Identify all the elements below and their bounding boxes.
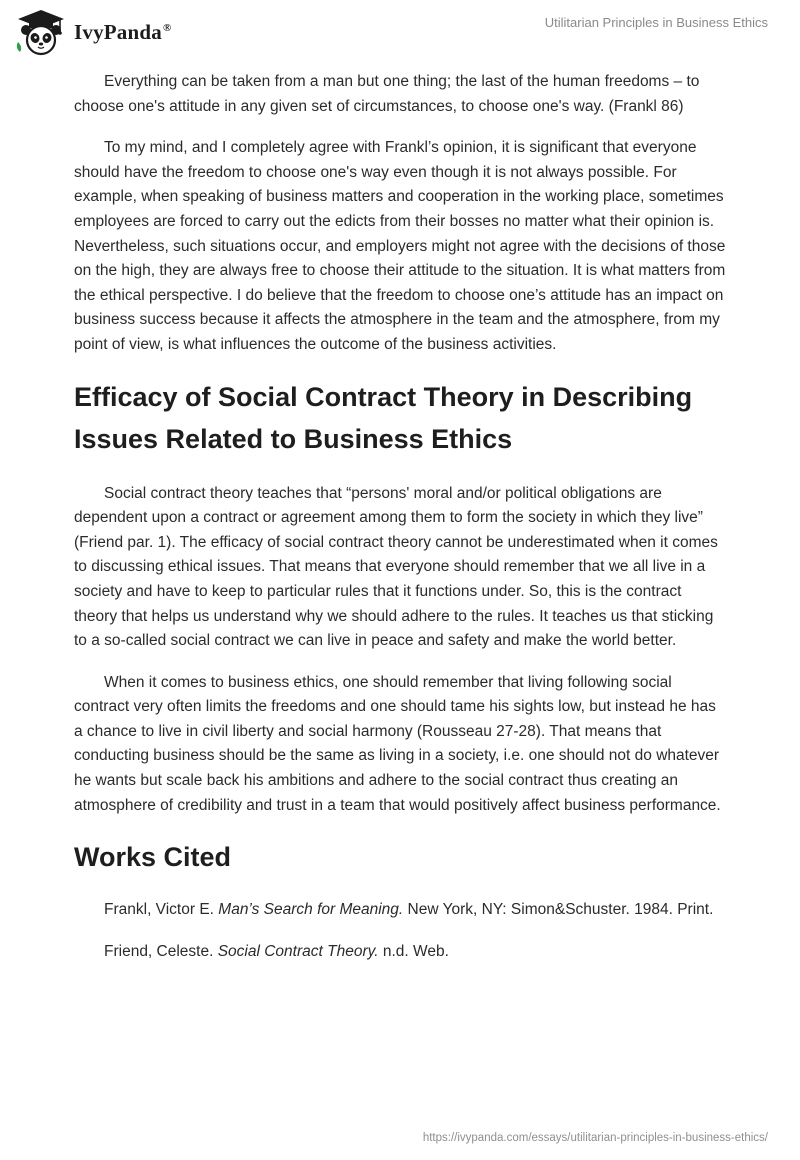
reference-entry: Friend, Celeste. Social Contract Theory. n.d. Web. <box>104 942 449 960</box>
body-paragraph: When it comes to business ethics, one should remember that living following social contract very often limits the freedoms and one should tame his sights low, but instead he has a chance to live in civil liberty and social harmony (Rousseau 27-28). That means that conducting business should be the same as living in a society, i.e. one should not do whatever he wants but scale back his ambitions and adhere to the social contract thus creating an atmosphere of credibility and trust in a team that would positively affect business performance. <box>74 673 721 814</box>
essay-content <box>74 70 726 981</box>
page-header <box>0 0 800 64</box>
document-title: Utilitarian Principles in Business Ethics <box>544 15 768 30</box>
reference-title: Man’s Search for Meaning. <box>218 901 404 919</box>
reference-title: Social Contract Theory. <box>217 942 379 960</box>
body-paragraph: Social contract theory teaches that “persons' moral and/or political obligations are dependent upon a contract or agreement among them to form the society in which they live” (Friend par. 1). The efficacy of social contract theory cannot be underestimated when it comes to discussing ethical issues. That means that everyone should remember that we all live in a society and have to keep to particular rules that it functions under. So, this is the contract theory that helps us understand why we should adhere to the rules. It teaches us that sticking to a so-called social contract we can live in peace and safety and make the world better. <box>74 484 718 650</box>
section-heading: Efficacy of Social Contract Theory in Describing Issues Related to Business Ethics <box>74 381 693 454</box>
works-cited-heading: Works Cited <box>74 842 232 873</box>
reference-entry: Frankl, Victor E. Man’s Search for Meaning. New York, NY: Simon&Schuster. 1984. Print. <box>104 901 714 919</box>
quote-paragraph: Everything can be taken from a man but one thing; the last of the human freedoms – to choose one's attitude in any given set of circumstances, to choose one's way. (Frankl 86) <box>74 73 700 115</box>
body-paragraph: To my mind, and I completely agree with Frankl’s opinion, it is significant that everyone should have the freedom to choose one's way even though it is not always possible. For example, when speaking of business matters and cooperation in the working place, sometimes employees are forced to carry out the edicts from their bosses no matter what their opinion is. Nevertheless, such situations occur, and employers might not agree with the decisions of those on the high, they are always free to choose their attitude to the situation. It is what matters from the ethical perspective. I do believe that the freedom to choose one’s attitude has an impact on business success because it affects the atmosphere in the team and the atmosphere, from my point of view, is what influences the outcome of the business activities. <box>74 139 726 353</box>
brand-name: IvyPanda® <box>74 19 172 44</box>
panda-graduate-icon <box>14 8 68 56</box>
source-url[interactable]: https://ivypanda.com/essays/utilitarian-principles-in-business-ethics/ <box>422 1132 768 1144</box>
ivypanda-logo[interactable] <box>14 8 171 56</box>
